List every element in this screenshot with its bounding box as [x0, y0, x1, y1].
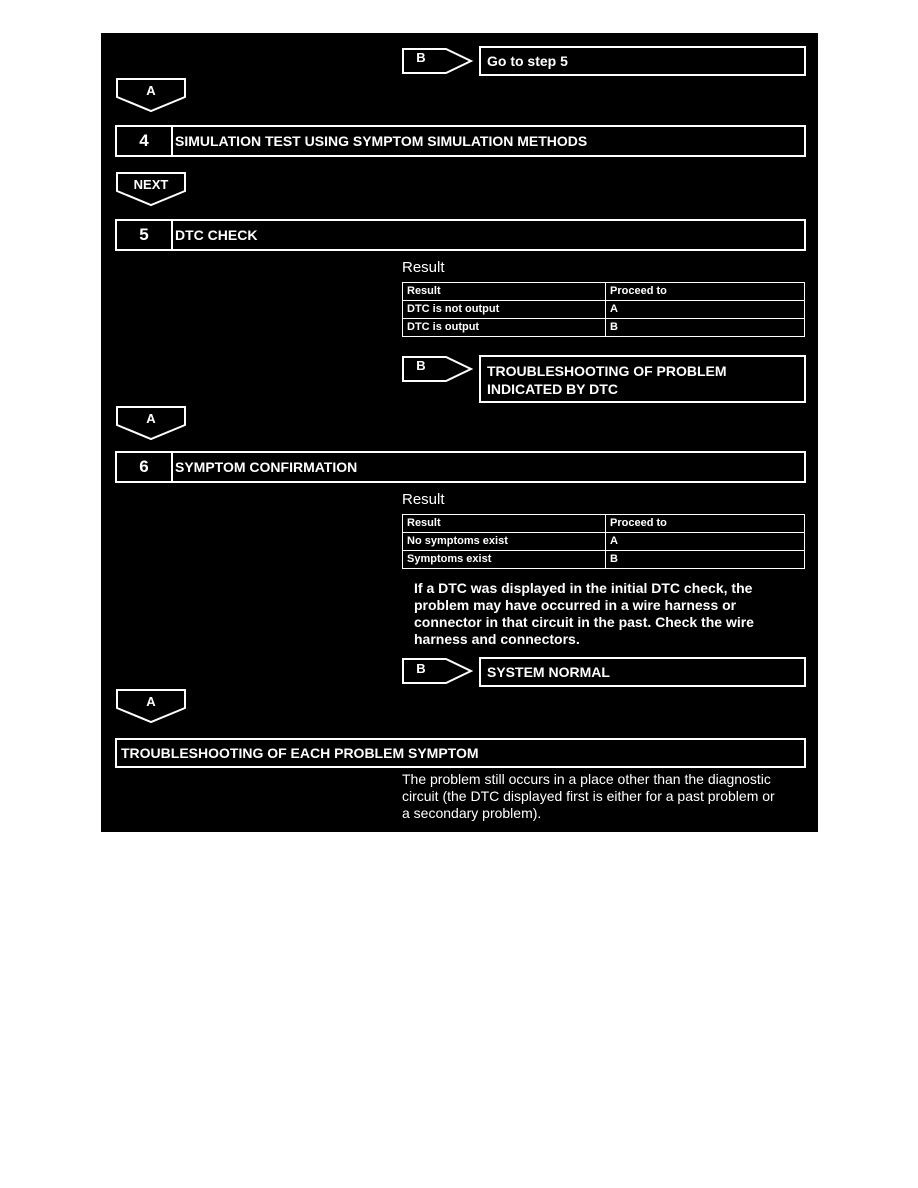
desc-line: The problem still occurs in a place other than the diagnostic: [402, 771, 771, 787]
step-5-box: [115, 219, 806, 251]
table-header-row: [403, 283, 805, 301]
step-4-box: [115, 125, 806, 157]
chevron-label: A: [146, 694, 156, 709]
step-number: 5: [117, 221, 173, 249]
troubleshooting-dtc-box: [479, 355, 806, 403]
diagram-panel: [101, 33, 818, 832]
cell-proceed: B: [606, 319, 805, 337]
chevron-label: A: [146, 83, 156, 98]
note-line: harness and connectors.: [414, 631, 580, 647]
note-line: If a DTC was displayed in the initial DTC check, the: [414, 580, 753, 596]
branch-letter: B: [416, 50, 426, 65]
system-normal-box: [479, 657, 806, 687]
chevron-label: A: [146, 411, 156, 426]
header-proceed: Proceed to: [606, 283, 805, 301]
step-number: 6: [117, 453, 173, 481]
final-step-title: TROUBLESHOOTING OF EACH PROBLEM SYMPTOM: [121, 745, 479, 761]
desc-line: circuit (the DTC displayed first is either for a past problem or: [402, 788, 775, 804]
cell-result: DTC is output: [403, 319, 606, 337]
step6-result-table: [402, 514, 805, 569]
cell-proceed: A: [606, 301, 805, 319]
result-label: Result: [402, 259, 445, 276]
note-line: connector in that circuit in the past. Check the wire: [414, 614, 754, 630]
goto-step5-box: [479, 46, 806, 76]
troubleshooting-dtc-text: [487, 362, 727, 398]
cell-result: Symptoms exist: [403, 551, 606, 569]
table-row: [403, 301, 805, 319]
table-header-row: [403, 515, 805, 533]
table-row: [403, 551, 805, 569]
desc-line: a secondary problem).: [402, 805, 542, 821]
result-label: Result: [402, 491, 445, 508]
table-row: [403, 533, 805, 551]
header-result: Result: [403, 515, 606, 533]
step-6-box: [115, 451, 806, 483]
line: TROUBLESHOOTING OF PROBLEM: [487, 363, 727, 379]
header-proceed: Proceed to: [606, 515, 805, 533]
step-title: SIMULATION TEST USING SYMPTOM SIMULATION METHODS: [175, 133, 588, 149]
table-row: [403, 319, 805, 337]
cell-proceed: A: [606, 533, 805, 551]
branch-letter: B: [416, 358, 426, 373]
cell-proceed: B: [606, 551, 805, 569]
next-label: NEXT: [133, 177, 169, 192]
cell-result: No symptoms exist: [403, 533, 606, 551]
final-description: [402, 771, 775, 822]
step-title: SYMPTOM CONFIRMATION: [175, 459, 358, 475]
header-result: Result: [403, 283, 606, 301]
cell-result: DTC is not output: [403, 301, 606, 319]
step-title: DTC CHECK: [175, 227, 258, 243]
branch-letter: B: [416, 661, 426, 676]
step6-note: [414, 580, 754, 648]
line: INDICATED BY DTC: [487, 381, 618, 397]
system-normal-text: SYSTEM NORMAL: [487, 664, 610, 680]
note-line: problem may have occurred in a wire harness or: [414, 597, 737, 613]
goto-step5-text: Go to step 5: [487, 53, 568, 69]
final-step-box: [115, 738, 806, 768]
step-number: 4: [117, 127, 173, 155]
step5-result-table: [402, 282, 805, 337]
